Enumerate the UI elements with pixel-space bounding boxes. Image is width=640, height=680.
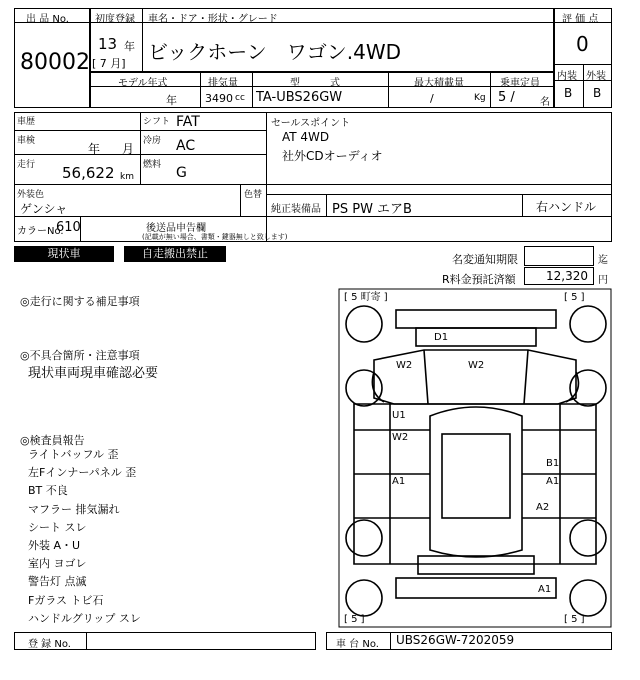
name-change-box bbox=[524, 246, 594, 266]
inspector-item: BT 不良 bbox=[28, 484, 68, 498]
rear-window bbox=[418, 556, 534, 574]
interior-grade: B bbox=[564, 86, 573, 100]
corner-bl: [ 5 ] bbox=[344, 614, 365, 625]
spare-wheel-r bbox=[570, 580, 606, 616]
inspector-item: 室内 ヨゴレ bbox=[28, 557, 87, 571]
rear-bumper bbox=[396, 578, 556, 598]
model-code: TA-UBS26GW bbox=[256, 90, 343, 105]
color-value: ゲンシャ bbox=[20, 202, 68, 216]
model-year-unit: 年 bbox=[166, 94, 177, 107]
first-reg-label: 初度登録 bbox=[95, 14, 135, 25]
defects-text: 現状車両現車確認必要 bbox=[28, 366, 159, 381]
lot-label: 出 品 No. bbox=[26, 14, 69, 25]
displacement-unit: cc bbox=[235, 93, 245, 103]
lot-number: 80002 bbox=[20, 50, 90, 75]
wheel-fl bbox=[346, 306, 382, 342]
sales-point-1: AT 4WD bbox=[282, 130, 330, 144]
steering-value: 右ハンドル bbox=[536, 200, 597, 214]
color-no-label: カラーNo. bbox=[17, 226, 64, 237]
mark-u1: U1 bbox=[392, 410, 406, 421]
front-bumper bbox=[396, 310, 556, 328]
car-name: ビックホーン ワゴン.4WD bbox=[148, 40, 402, 64]
mark-a2: A2 bbox=[536, 502, 550, 513]
inspection-year-unit: 年 bbox=[88, 142, 101, 156]
displacement-value: 3490 bbox=[205, 92, 233, 105]
exterior-grade: B bbox=[593, 86, 602, 100]
spare-wheel-l bbox=[346, 580, 382, 616]
inspection-label: 車検 bbox=[17, 136, 36, 146]
inspector-list bbox=[28, 446, 141, 628]
shift-value: FAT bbox=[176, 114, 200, 130]
defects-title: ◎不具合箇所・注意事項 bbox=[20, 349, 140, 362]
mark-a1-right: A1 bbox=[546, 476, 560, 487]
front-body bbox=[374, 350, 576, 404]
exterior-label: 外装 bbox=[586, 71, 606, 82]
fuel-value: G bbox=[176, 165, 187, 181]
mark-w2-door: W2 bbox=[392, 432, 409, 443]
max-load-unit: Kg bbox=[474, 93, 486, 103]
mark-w2-left: W2 bbox=[396, 360, 413, 371]
wheel-ml bbox=[346, 370, 382, 406]
mileage-value: 56,622 bbox=[62, 164, 115, 182]
equipment-label: 純正装備品 bbox=[271, 204, 321, 215]
model-code-label: 型 式 bbox=[290, 78, 340, 89]
car-name-label: 車名・ドア・形状・グレード bbox=[148, 14, 278, 25]
mileage-unit: km bbox=[120, 172, 134, 182]
aftermarket-label: 後送品申告欄 bbox=[146, 223, 206, 234]
first-reg-year-unit: 年 bbox=[124, 40, 135, 53]
inspector-item: 左Fインナーパネル 歪 bbox=[28, 466, 137, 480]
ac-label: 冷房 bbox=[143, 136, 162, 146]
recycle-unit: 円 bbox=[598, 275, 608, 286]
ac-value: AC bbox=[176, 138, 196, 154]
name-change-unit: 迄 bbox=[598, 255, 608, 266]
inspector-item: シート スレ bbox=[28, 520, 87, 534]
max-load-label: 最大積載量 bbox=[414, 78, 464, 89]
first-reg-month: [ 7 月] bbox=[92, 57, 126, 70]
equipment-value: PS PW エアB bbox=[332, 202, 412, 217]
cabin bbox=[442, 434, 510, 518]
displacement-label: 排気量 bbox=[208, 78, 238, 89]
mark-d1: D1 bbox=[434, 332, 449, 343]
name-change-label: 名変通知期限 bbox=[452, 253, 518, 266]
model-year-label: モデル年式 bbox=[118, 78, 168, 89]
color-label: 外装色 bbox=[17, 190, 45, 200]
color-change-label: 色替 bbox=[244, 190, 263, 200]
chassis-no-label: 車 台 No. bbox=[336, 639, 379, 650]
inspector-item: 警告灯 点滅 bbox=[28, 575, 87, 589]
mark-b1: B1 bbox=[546, 458, 560, 469]
roof bbox=[430, 407, 522, 557]
color-no-value: 610 bbox=[56, 220, 81, 235]
sales-points-label: セールスポイント bbox=[271, 118, 351, 129]
max-load-slash: / bbox=[430, 92, 434, 105]
wheel-rl bbox=[346, 520, 382, 556]
inspector-item: マフラー 排気漏れ bbox=[28, 502, 120, 516]
diagram-frame bbox=[339, 289, 611, 627]
aftermarket-note: (記載が無い場合、書類・鍵器無しと致します) bbox=[142, 233, 288, 241]
mark-a1-rear: A1 bbox=[538, 584, 552, 595]
inspector-item: 外装 A・U bbox=[28, 539, 81, 553]
self-transport-ban-badge: 自走搬出禁止 bbox=[124, 246, 226, 262]
sales-point-2: 社外CDオーディオ bbox=[282, 149, 383, 163]
score-label: 評 価 点 bbox=[562, 14, 599, 25]
corner-br: [ 5 ] bbox=[564, 614, 585, 625]
interior-label: 内装 bbox=[557, 71, 577, 82]
corner-tr: [ 5 ] bbox=[564, 292, 585, 303]
capacity-label: 乗車定員 bbox=[500, 78, 540, 89]
inspector-item: Fガラス トビ石 bbox=[28, 593, 104, 607]
inspector-item: ハンドルグリップ スレ bbox=[28, 611, 141, 625]
vehicle-diagram bbox=[338, 288, 612, 628]
shift-label: シフト bbox=[143, 117, 171, 127]
recycle-label: R料金預託済額 bbox=[442, 273, 516, 286]
mark-w2-roof: W2 bbox=[468, 360, 485, 371]
current-car-badge: 現状車 bbox=[14, 246, 114, 262]
inspector-item: ライトバッフル 歪 bbox=[28, 448, 119, 461]
mark-a1-left: A1 bbox=[392, 476, 406, 487]
inspector-title: ◎検査員報告 bbox=[20, 434, 85, 447]
driving-notes-title: ◎走行に関する補足事項 bbox=[20, 295, 140, 308]
score-value: 0 bbox=[576, 32, 589, 56]
reg-no-label: 登 録 No. bbox=[28, 639, 71, 650]
wheel-fr bbox=[570, 306, 606, 342]
first-reg-year: 13 bbox=[98, 35, 118, 53]
fuel-label: 燃料 bbox=[143, 160, 162, 170]
capacity-unit: 名 bbox=[540, 97, 550, 108]
capacity-value: 5 / bbox=[498, 90, 515, 105]
corner-tl: [ 5 町寄 ] bbox=[344, 292, 388, 303]
history-label: 車歴 bbox=[17, 117, 36, 127]
recycle-amount: 12,320 bbox=[546, 269, 588, 283]
inspection-month-unit: 月 bbox=[122, 142, 135, 156]
chassis-no-value: UBS26GW-7202059 bbox=[396, 633, 515, 647]
wheel-rr bbox=[570, 520, 606, 556]
mileage-label: 走行 bbox=[17, 160, 36, 170]
